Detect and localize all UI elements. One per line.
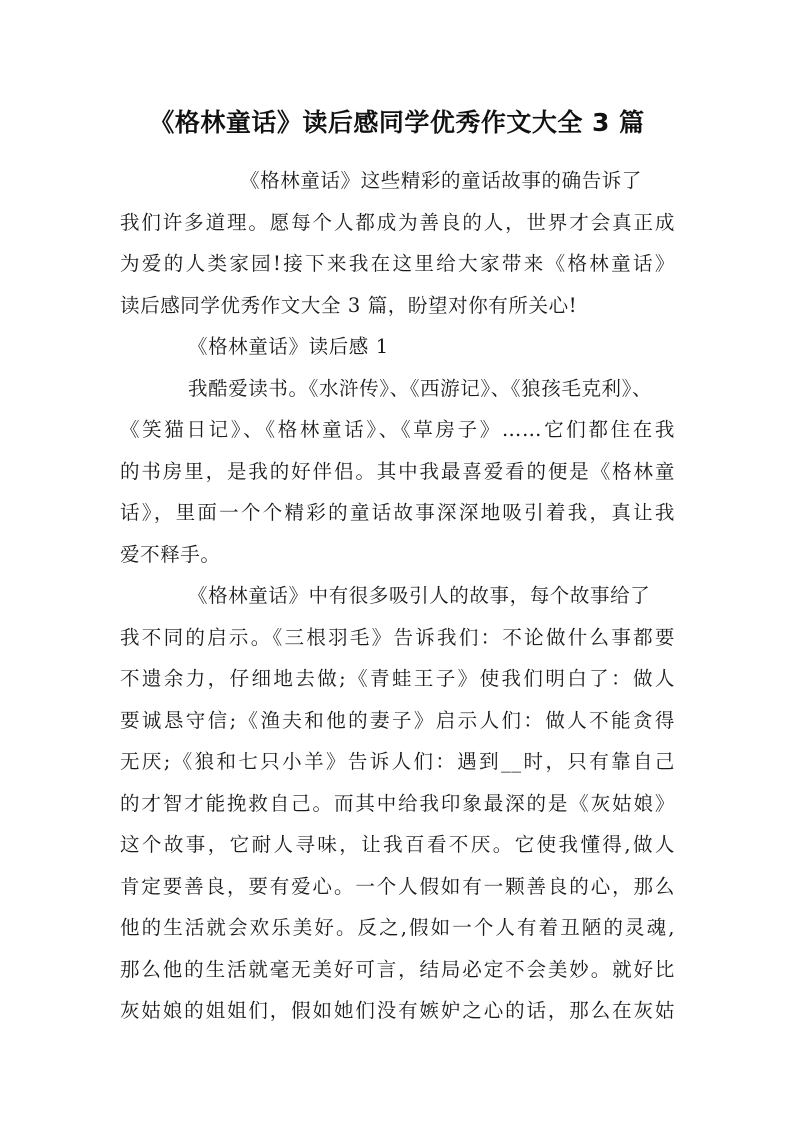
paragraph-line: 要诚恳守信;《渔夫和他的妻子》启示人们：做人不能贪得	[120, 708, 675, 732]
page-title: 《格林童话》读后感同学优秀作文大全 3 篇	[149, 108, 645, 137]
paragraph-line: 我不同的启示。《三根羽毛》告诉我们：不论做什么事都要	[120, 625, 675, 649]
paragraph-line: 读后感同学优秀作文大全 3 篇，盼望对你有所关心!	[120, 293, 578, 317]
paragraph-line: 爱不释手。	[120, 542, 221, 566]
paragraph-line: 不遗余力，仔细地去做;《青蛙王子》使我们明白了：做人	[120, 667, 675, 690]
paragraph-line: 肯定要善良，要有爱心。一个人假如有一颗善良的心，那么	[120, 874, 675, 898]
paragraph-line: 他的生活就会欢乐美好。反之,假如一个人有着丑陋的灵魂,	[120, 916, 675, 939]
paragraph-line: 那么他的生活就毫无美好可言，结局必定不会美妙。就好比	[120, 957, 675, 981]
paragraph-line: 的才智才能挽救自己。而其中给我印象最深的是《灰姑娘》	[120, 791, 675, 815]
document-body	[120, 160, 675, 1032]
paragraph-line: 《格林童话》这些精彩的童话故事的确告诉了	[240, 169, 643, 192]
paragraph-line: 为爱的人类家园!接下来我在这里给大家带来《格林童话》	[120, 252, 675, 275]
paragraph-line: 话》，里面一个个精彩的童话故事深深地吸引着我，真让我	[120, 501, 675, 524]
paragraph-line: 我们许多道理。愿每个人都成为善良的人，世界才会真正成	[120, 210, 675, 234]
paragraph-line: 无厌;《狼和七只小羊》告诉人们：遇到__时，只有靠自己	[120, 750, 675, 773]
paragraph-line: 这个故事，它耐人寻味，让我百看不厌。它使我懂得,做人	[120, 833, 675, 856]
paragraph-line: 我酷爱读书。《水浒传》、《西游记》、《狼孩毛克利》、	[188, 376, 653, 400]
paragraph-line: 《笑猫日记》、《格林童话》、《草房子》……它们都住在我	[120, 418, 675, 441]
paragraph-line: 灰姑娘的姐姐们，假如她们没有嫉妒之心的话，那么在灰姑	[120, 999, 675, 1022]
section-heading: 《格林童话》读后感 1	[188, 335, 389, 358]
paragraph-line: 的书房里，是我的好伴侣。其中我最喜爱看的便是《格林童	[120, 459, 675, 483]
paragraph-line: 《格林童话》中有很多吸引人的故事，每个故事给了	[188, 584, 651, 607]
